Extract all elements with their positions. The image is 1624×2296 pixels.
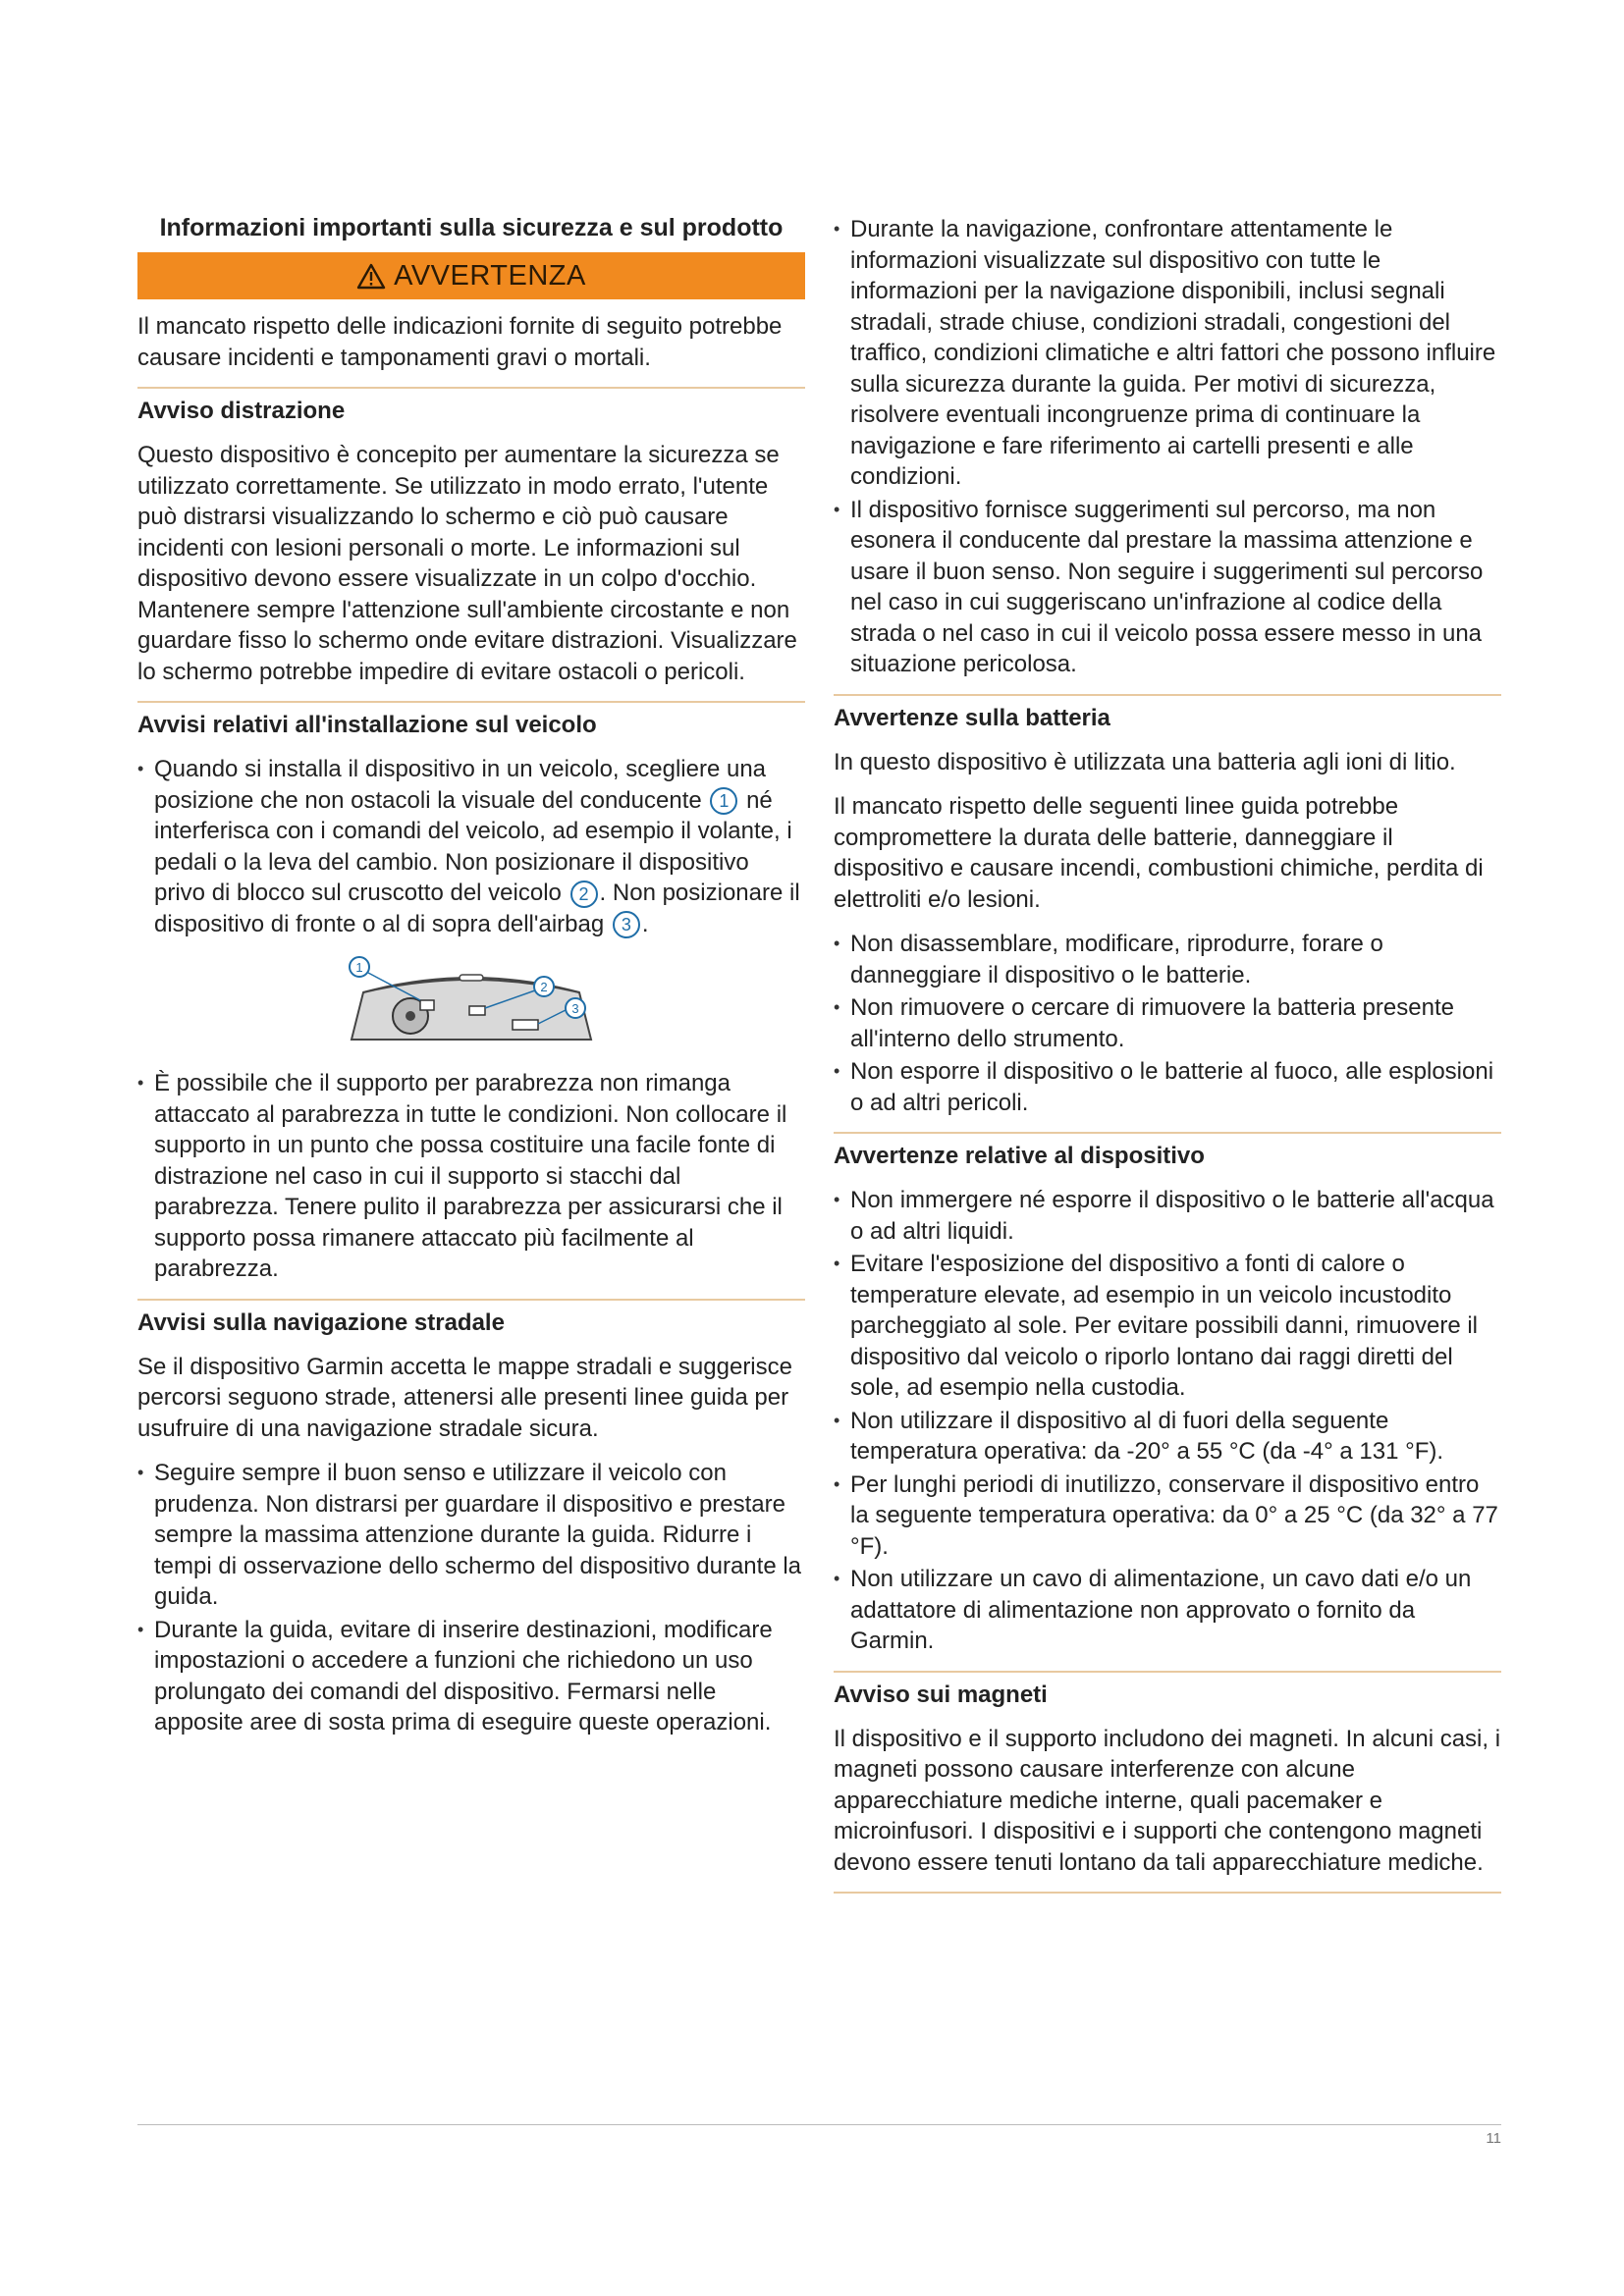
section-divider bbox=[137, 387, 805, 389]
figure-callout-1-label: 1 bbox=[355, 960, 363, 975]
device-bullet: • Evitare l'esposizione del dispositivo a fonti di calore o temperature elevate, ad esempio in un veicolo incustodito parcheggiato al sole. Per evitare possibili danni, rimuovere il dispositivo dal veicolo o riporlo lontano dai raggi diretti del sole, ad esempio nella custodia. bbox=[834, 1249, 1501, 1404]
navigation-list-continued bbox=[834, 214, 1501, 680]
callout-2: 2 bbox=[570, 881, 598, 908]
device-bullet: • Non immergere né esporre il dispositivo o le batterie all'acqua o ad altri liquidi. bbox=[834, 1185, 1501, 1247]
battery-list bbox=[834, 929, 1501, 1118]
figure-callout-3-label: 3 bbox=[571, 1001, 579, 1016]
distraction-text: Questo dispositivo è concepito per aumentare la sicurezza se utilizzato correttamente. Se utilizzato in modo errato, l'utente può distrarsi visualizzando lo schermo e ciò può causare incidenti con lesioni personali o morte. Le informazioni sul dispositivo devono essere visualizzate in un colpo d'occhio. Mantenere sempre l'attenzione sull'ambiente circostante e non guardare fisso lo schermo onde evitare distrazioni. Visualizzare lo schermo potrebbe impedire di evitare ostacoli o pericoli. bbox=[137, 442, 797, 685]
warning-triangle-icon bbox=[356, 263, 386, 290]
device-bullet: • Non utilizzare un cavo di alimentazione, un cavo dati e/o un adattatore di alimentazione non approvato o fornito da Garmin. bbox=[834, 1564, 1501, 1657]
device-bullet: • Non utilizzare il dispositivo al di fuori della seguente temperatura operativa: da -20° a 55 °C (da -4° a 131 °F). bbox=[834, 1406, 1501, 1468]
installation-list-2 bbox=[137, 1068, 805, 1285]
magnets-text: Il dispositivo e il supporto includono dei magneti. In alcuni casi, i magneti possono causare interferenze con alcune apparecchiature mediche interne, quali pacemaker e microinfusori. I dispositivi e i supporti che contengono magneti devono essere tenuti lontano da tali apparecchiature mediche. bbox=[834, 1725, 1501, 1876]
section-divider bbox=[834, 1132, 1501, 1134]
section-divider bbox=[834, 1671, 1501, 1673]
distraction-heading: Avviso distrazione bbox=[137, 398, 346, 424]
device-bullet: • Per lunghi periodi di inutilizzo, conservare il dispositivo entro la seguente temperatura operativa: da 0° a 25 °C (da 32° a 77 °F). bbox=[834, 1469, 1501, 1563]
magnets-heading: Avviso sui magneti bbox=[834, 1681, 1048, 1708]
battery-text-2: Il mancato rispetto delle seguenti linee guida potrebbe compromettere la durata delle batterie, danneggiare il dispositivo e causare incendi, combustioni chimiche, perdita di elettroliti e/o lesioni. bbox=[834, 793, 1484, 913]
footer-divider bbox=[137, 2124, 1501, 2125]
section-divider bbox=[834, 694, 1501, 696]
navigation-bullet: • Il dispositivo fornisce suggerimenti sul percorso, ma non esonera il conducente dal prestare la massima attenzione e usare il buon senso. Non seguire i suggerimenti sul percorso nel caso in cui suggeriscano un'infrazione al codice della strada o nel caso in cui il veicolo possa essere messo in una situazione pericolosa. bbox=[834, 495, 1501, 680]
navigation-bullet: • Durante la guida, evitare di inserire destinazioni, modificare impostazioni o accedere a funzioni che richiedono un uso prolungato dei comandi del dispositivo. Fermarsi nelle apposite aree di sosta prima di eseguire queste operazioni. bbox=[137, 1615, 805, 1738]
callout-3: 3 bbox=[613, 911, 640, 938]
warning-banner bbox=[137, 252, 805, 299]
battery-bullet: • Non rimuovere o cercare di rimuovere la batteria presente all'interno dello strumento. bbox=[834, 992, 1501, 1054]
navigation-bullet: • Durante la navigazione, confrontare attentamente le informazioni visualizzate sul dispositivo con tutte le informazioni per la navigazione disponibili, inclusi segnali stradali, strade chiuse, condizioni stradali, congestioni del traffico, condizioni climatiche e altri fattori che possono influire sulla sicurezza durante la guida. Per motivi di sicurezza, risolvere eventuali incongruenze prima di continuare la navigazione e fare riferimento ai cartelli presenti e alle condizioni. bbox=[834, 214, 1501, 493]
device-list bbox=[834, 1185, 1501, 1657]
right-column bbox=[834, 214, 1501, 1901]
navigation-list bbox=[137, 1458, 805, 1738]
section-divider bbox=[137, 1299, 805, 1301]
navigation-intro: Se il dispositivo Garmin accetta le mappe stradali e suggerisce percorsi seguono strade, attenersi alle presenti linee guida per usufruire di una navigazione stradale sicura. bbox=[137, 1353, 792, 1442]
installation-bullet-2: • È possibile che il supporto per parabrezza non rimanga attaccato al parabrezza in tutte le condizioni. Non collocare il supporto in un punto che possa costituire una facile fonte di distrazione nel caso in cui il supporto si stacchi dal parabrezza. Tenere pulito il parabrezza per assicurarsi che il supporto possa rimanere attaccato più facilmente al parabrezza. bbox=[137, 1068, 805, 1285]
page-title: Informazioni importanti sulla sicurezza e sul prodotto bbox=[159, 214, 784, 241]
installation-list bbox=[137, 754, 805, 939]
battery-bullet: • Non disassemblare, modificare, riprodurre, forare o danneggiare il dispositivo o le batterie. bbox=[834, 929, 1501, 990]
battery-text-1: In questo dispositivo è utilizzata una batteria agli ioni di litio. bbox=[834, 748, 1456, 775]
battery-bullet: • Non esporre il dispositivo o le batterie al fuoco, alle esplosioni o ad altri pericoli. bbox=[834, 1056, 1501, 1118]
navigation-heading: Avvisi sulla navigazione stradale bbox=[137, 1308, 505, 1336]
device-heading: Avvertenze relative al dispositivo bbox=[834, 1143, 1205, 1169]
installation-heading: Avvisi relativi all'installazione sul veicolo bbox=[137, 712, 597, 738]
callout-1: 1 bbox=[710, 787, 737, 815]
dashboard-mount-illustration bbox=[334, 953, 609, 1051]
left-column bbox=[137, 214, 805, 1740]
section-divider bbox=[137, 701, 805, 703]
warning-text: Il mancato rispetto delle indicazioni fornite di seguito potrebbe causare incidenti e tamponamenti gravi o mortali. bbox=[137, 313, 783, 371]
warning-label: AVVERTENZA bbox=[394, 259, 586, 292]
section-divider bbox=[834, 1892, 1501, 1894]
installation-bullet-1: • Quando si installa il dispositivo in un veicolo, scegliere una posizione che non ostacoli la visuale del conducente 1 né interferisca con i comandi del veicolo, ad esempio il volante, i pedali o la leva del cambio. Non posizionare il dispositivo privo di blocco sul cruscotto del veicolo 2 . Non posizionare il dispositivo di fronte o al di sopra dell'airbag 3 . bbox=[137, 754, 805, 939]
page-number: 11 bbox=[1486, 2130, 1501, 2147]
navigation-bullet: • Seguire sempre il buon senso e utilizzare il veicolo con prudenza. Non distrarsi per guardare il dispositivo e prestare sempre la massima attenzione durante la guida. Ridurre i tempi di osservazione dello schermo del dispositivo durante la guida. bbox=[137, 1458, 805, 1613]
figure-callout-2-label: 2 bbox=[540, 980, 548, 994]
battery-heading: Avvertenze sulla batteria bbox=[834, 704, 1110, 731]
